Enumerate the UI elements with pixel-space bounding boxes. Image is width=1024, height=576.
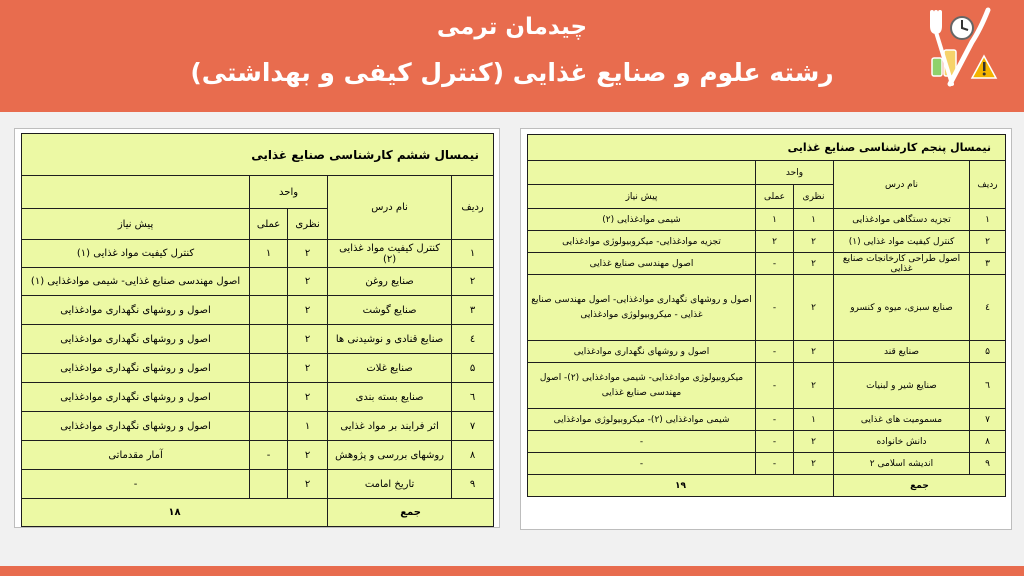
- col-pishniaz: پیش نیاز: [22, 209, 250, 240]
- cell-amali: ۱: [250, 240, 288, 268]
- cell-pishniaz: -: [22, 470, 250, 499]
- col-name: نام درس: [834, 161, 970, 209]
- cell-pishniaz: اصول و روشهای نگهداری موادغذایی: [22, 412, 250, 441]
- table-row: [528, 341, 1006, 363]
- col-vahed: واحد: [756, 161, 834, 185]
- cell-name: صنایع بسته بندی: [328, 383, 452, 412]
- cell-pishniaz: -: [528, 453, 756, 475]
- cell-radif: ۸: [970, 431, 1006, 453]
- cell-nazari: ۲: [794, 341, 834, 363]
- cell-nazari: ۱: [288, 412, 328, 441]
- cell-pishniaz: اصول و روشهای نگهداری موادغذایی: [22, 325, 250, 354]
- cell-amali: -: [756, 453, 794, 475]
- cell-radif: ۷: [970, 409, 1006, 431]
- col-name: نام درس: [328, 176, 452, 240]
- col-nazari: نظری: [288, 209, 328, 240]
- cell-amali: [250, 383, 288, 412]
- cell-radif: ۱: [452, 240, 494, 268]
- cell-nazari: ۲: [288, 383, 328, 412]
- page-title: چیدمان ترمی: [436, 14, 588, 40]
- cell-name: تجزیه دستگاهی موادغذایی: [834, 209, 970, 231]
- table-row: [528, 453, 1006, 475]
- sum-value: ۱۹: [528, 475, 834, 497]
- cell-pishniaz: اصول مهندسی صنایع غذایی: [528, 253, 756, 275]
- cell-nazari: ۲: [794, 363, 834, 409]
- cell-pishniaz: شیمی موادغذایی (۲): [528, 209, 756, 231]
- sum-label: جمع: [834, 475, 1006, 497]
- cell-pishniaz: اصول و روشهای نگهداری موادغذایی: [22, 296, 250, 325]
- cell-radif: ۳: [452, 296, 494, 325]
- table-row: [22, 268, 494, 296]
- cell-nazari: ۲: [288, 325, 328, 354]
- cell-name: صنایع گوشت: [328, 296, 452, 325]
- cell-name: مسمومیت های غذایی: [834, 409, 970, 431]
- cell-amali: [250, 325, 288, 354]
- cell-amali: [250, 470, 288, 499]
- table-title: نیمسال ششم کارشناسی صنایع غذایی: [22, 134, 494, 176]
- table-row: [528, 431, 1006, 453]
- cell-nazari: ۲: [794, 275, 834, 341]
- col-radif: ردیف: [970, 161, 1006, 209]
- cell-radif: ٤: [970, 275, 1006, 341]
- fifth-semester-table: [527, 134, 1006, 497]
- table-row: [22, 354, 494, 383]
- cell-name: اثر فرایند بر مواد غذایی: [328, 412, 452, 441]
- cell-name: صنایع روغن: [328, 268, 452, 296]
- cell-pishniaz: اصول و روشهای نگهداری موادغذایی: [22, 354, 250, 383]
- cell-amali: -: [756, 253, 794, 275]
- cell-name: روشهای بررسی و پژوهش: [328, 441, 452, 470]
- cell-amali: [250, 354, 288, 383]
- col-nazari: نظری: [794, 185, 834, 209]
- sixth-semester-panel: [14, 128, 500, 528]
- cell-name: کنترل کیفیت مواد غذایی (۱): [834, 231, 970, 253]
- cell-amali: ۲: [756, 231, 794, 253]
- cell-radif: ۲: [452, 268, 494, 296]
- table-title: نیمسال پنجم کارشناسی صنایع غذایی: [528, 135, 1006, 161]
- cell-name: تاریخ امامت: [328, 470, 452, 499]
- cell-radif: ۳: [970, 253, 1006, 275]
- cell-name: صنایع غلات: [328, 354, 452, 383]
- cell-nazari: ۲: [288, 441, 328, 470]
- cell-amali: ۱: [756, 209, 794, 231]
- cell-amali: -: [756, 275, 794, 341]
- cell-name: صنایع سبزی، میوه و کنسرو: [834, 275, 970, 341]
- cell-amali: -: [756, 431, 794, 453]
- cell-nazari: ۲: [794, 231, 834, 253]
- cell-radif: ۵: [970, 341, 1006, 363]
- cell-nazari: ۲: [288, 354, 328, 383]
- table-row: [22, 240, 494, 268]
- cell-pishniaz: اصول مهندسی صنایع غذایی- شیمی موادغذایی (۱): [22, 268, 250, 296]
- cell-pishniaz: اصول و روشهای نگهداری موادغذایی: [528, 341, 756, 363]
- fifth-semester-panel: [520, 128, 1012, 530]
- header-banner: [0, 0, 1024, 112]
- cell-pishniaz: کنترل کیفیت مواد غذایی (۱): [22, 240, 250, 268]
- sum-row: [22, 499, 494, 527]
- cell-radif: ۲: [970, 231, 1006, 253]
- col-pishniaz: پیش نیاز: [528, 185, 756, 209]
- table-row: [528, 409, 1006, 431]
- col-radif: ردیف: [452, 176, 494, 240]
- cell-pishniaz: میکروبیولوژی موادغذایی- شیمی موادغذایی (۲)- اصول مهندسی صنایع غذایی: [528, 363, 756, 409]
- cell-pishniaz: شیمی موادغذایی (۲)- میکروبیولوژی موادغذایی: [528, 409, 756, 431]
- col-vahed: واحد: [250, 176, 328, 209]
- cell-pishniaz: اصول و روشهای نگهداری موادغذایی- اصول مهندسی صنایع غذایی - میکروبیولوژی موادغذایی: [528, 275, 756, 341]
- cell-name: اندیشه اسلامی ۲: [834, 453, 970, 475]
- cell-nazari: ۲: [794, 253, 834, 275]
- cell-amali: [250, 296, 288, 325]
- cell-radif: ۷: [452, 412, 494, 441]
- table-row: [22, 296, 494, 325]
- cell-nazari: ۲: [288, 268, 328, 296]
- cell-pishniaz: اصول و روشهای نگهداری موادغذایی: [22, 383, 250, 412]
- cell-amali: [250, 268, 288, 296]
- cell-radif: ۹: [452, 470, 494, 499]
- cell-name: کنترل کیفیت مواد غذایی (۲): [328, 240, 452, 268]
- table-row: [528, 253, 1006, 275]
- cell-radif: ۱: [970, 209, 1006, 231]
- table-row: [528, 275, 1006, 341]
- sum-value: ۱۸: [22, 499, 328, 527]
- cell-nazari: ۲: [288, 470, 328, 499]
- cell-nazari: ۲: [794, 453, 834, 475]
- cell-nazari: ۲: [794, 431, 834, 453]
- table-row: [22, 470, 494, 499]
- cell-nazari: ۱: [794, 409, 834, 431]
- table-row: [22, 412, 494, 441]
- sum-label: جمع: [328, 499, 494, 527]
- cell-name: صنایع شیر و لبنیات: [834, 363, 970, 409]
- cell-pishniaz: -: [528, 431, 756, 453]
- table-row: [528, 363, 1006, 409]
- cell-radif: ۹: [970, 453, 1006, 475]
- cell-nazari: ۲: [288, 240, 328, 268]
- col-empty: [528, 161, 756, 185]
- cell-amali: -: [250, 441, 288, 470]
- cell-name: صنایع قند: [834, 341, 970, 363]
- sum-row: [528, 475, 1006, 497]
- cell-nazari: ۲: [288, 296, 328, 325]
- col-empty: [22, 176, 250, 209]
- table-row: [528, 231, 1006, 253]
- cell-pishniaz: تجزیه موادغذایی- میکروبیولوژی موادغذایی: [528, 231, 756, 253]
- cell-name: صنایع قنادی و نوشیدنی ها: [328, 325, 452, 354]
- col-amali: عملی: [250, 209, 288, 240]
- table-row: [22, 383, 494, 412]
- cell-radif: ٦: [452, 383, 494, 412]
- cell-radif: ٤: [452, 325, 494, 354]
- cell-radif: ۵: [452, 354, 494, 383]
- food-science-logo-icon: [922, 6, 1002, 90]
- cell-amali: -: [756, 409, 794, 431]
- bottom-accent-bar: [0, 566, 1024, 576]
- cell-amali: -: [756, 341, 794, 363]
- cell-radif: ۸: [452, 441, 494, 470]
- cell-pishniaz: آمار مقدماتی: [22, 441, 250, 470]
- table-row: [22, 441, 494, 470]
- cell-amali: -: [756, 363, 794, 409]
- cell-radif: ٦: [970, 363, 1006, 409]
- page-subtitle: رشته علوم و صنایع غذایی (کنترل کیفی و بهداشتی): [190, 58, 834, 87]
- table-row: [528, 209, 1006, 231]
- col-amali: عملی: [756, 185, 794, 209]
- table-row: [22, 325, 494, 354]
- cell-amali: [250, 412, 288, 441]
- cell-name: دانش خانواده: [834, 431, 970, 453]
- sixth-semester-table: [21, 133, 494, 527]
- cell-nazari: ۱: [794, 209, 834, 231]
- cell-name: اصول طراحی کارخانجات صنایع غذایی: [834, 253, 970, 275]
